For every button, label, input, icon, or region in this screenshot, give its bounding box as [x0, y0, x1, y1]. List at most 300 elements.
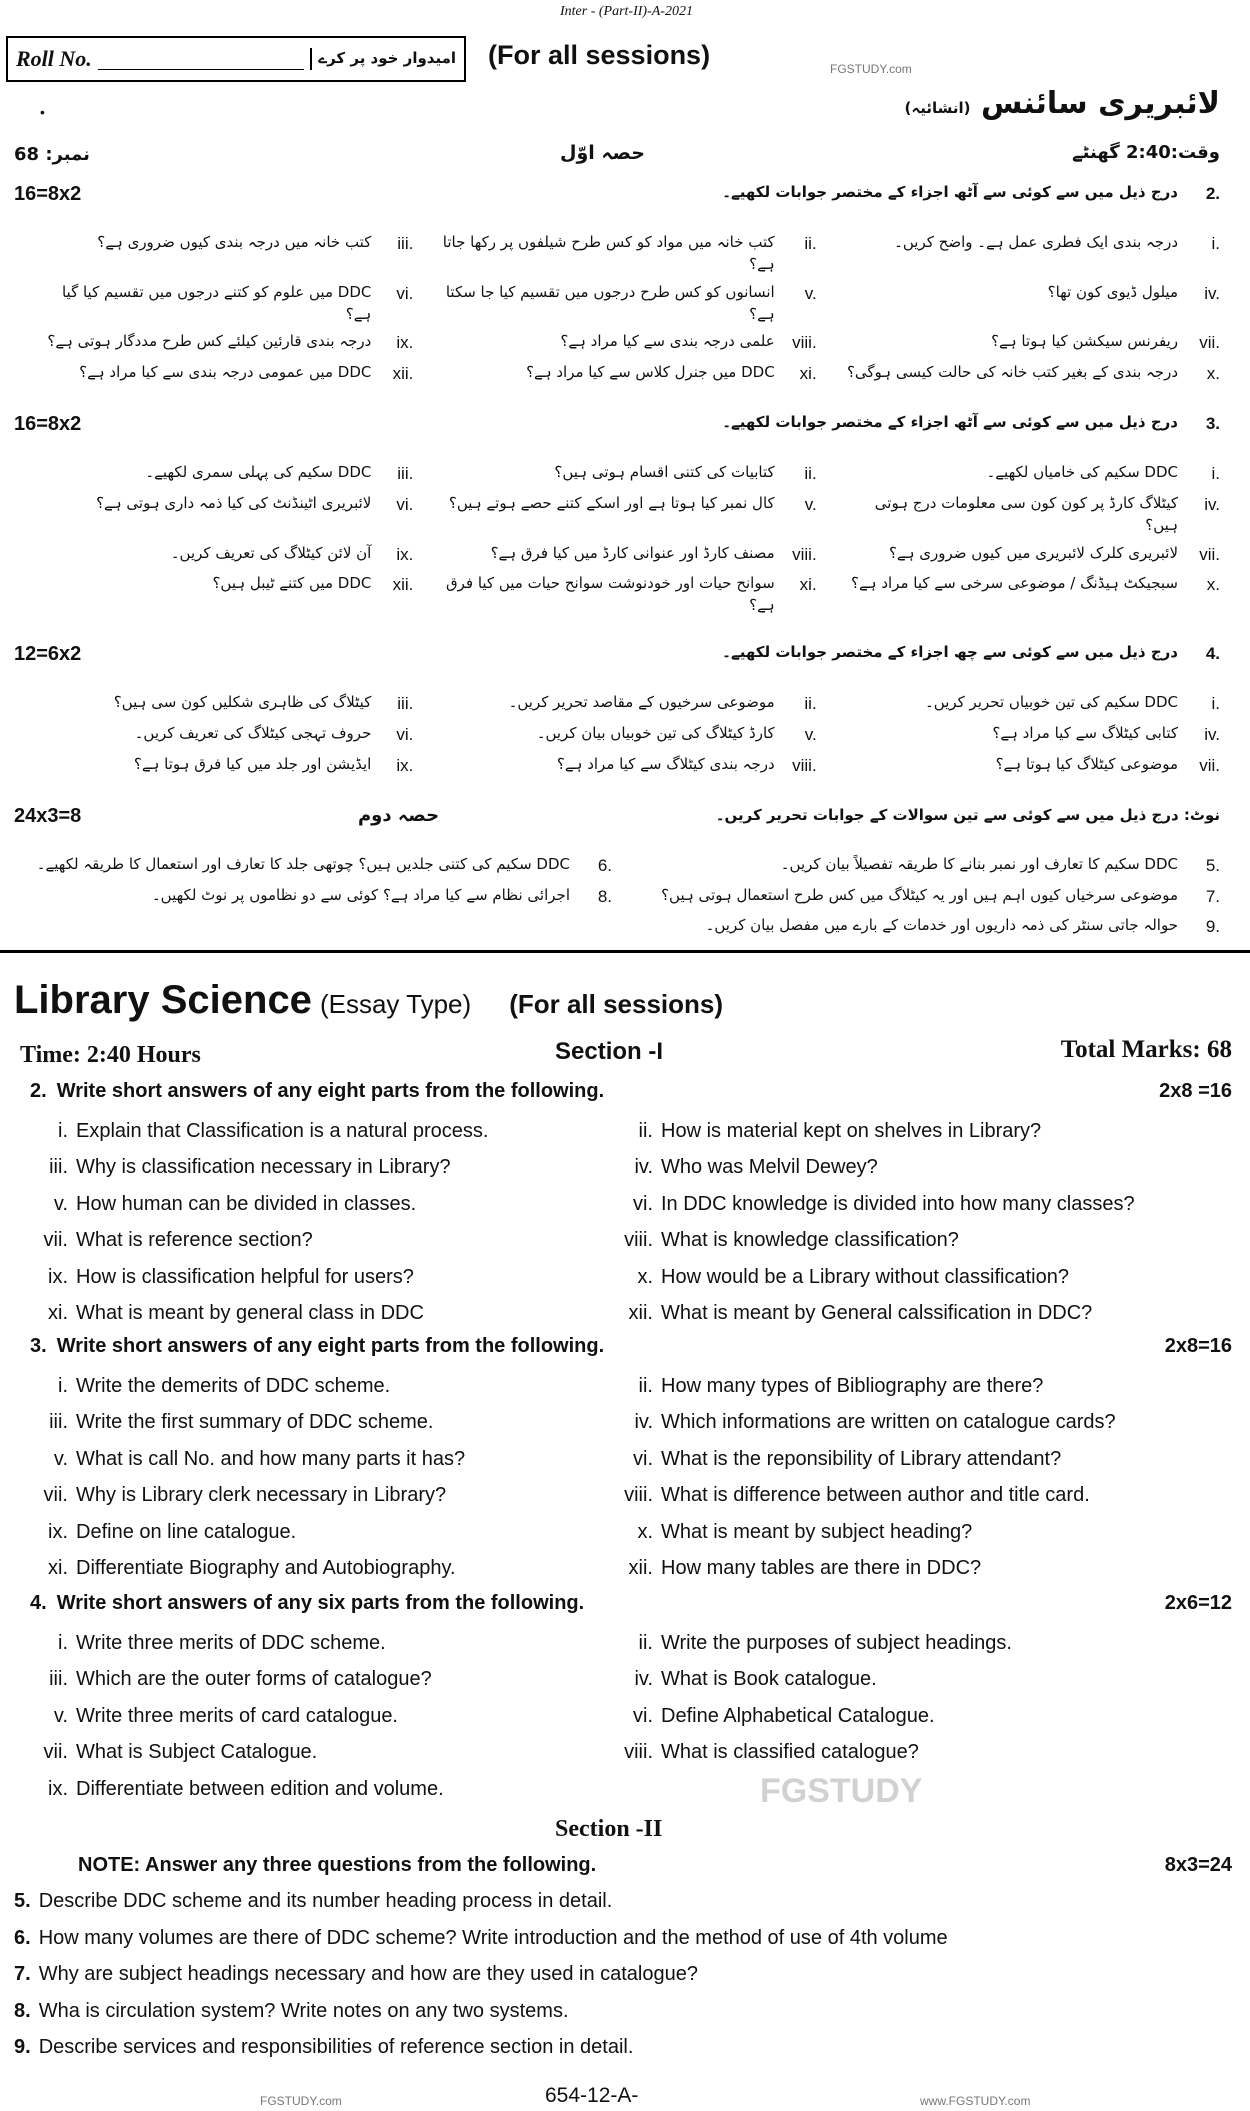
item-number: v.: [804, 283, 817, 303]
item-text: کیٹلاگ کارڈ پر کون کون سی معلومات درج ہوتی ہیں؟: [874, 494, 1178, 534]
item-number: ix.: [396, 755, 414, 775]
divider: [0, 950, 1250, 953]
list-item: [34, 754, 413, 779]
urdu-time: وقت:2:40 گھنٹے: [1072, 142, 1220, 163]
question-row: [30, 1626, 1230, 1660]
list-item: [615, 1668, 877, 1691]
item-text: DDC سکیم کی کتنی جلدیں ہیں؟ چوتھی جلد کا تعارف اور استعمال کا طریقہ لکھیے۔: [36, 855, 570, 873]
item-text: Why is classification necessary in Library?: [76, 1156, 451, 1178]
list-item: [615, 1705, 935, 1728]
item-text: Differentiate Biography and Autobiography.: [76, 1557, 456, 1579]
item-text: DDC سکیم کی پہلی سمری لکھیے۔: [145, 463, 372, 482]
list-item: [437, 754, 816, 779]
item-number: vii.: [1199, 333, 1220, 353]
question-marks: 2x8 =16: [1159, 1080, 1232, 1102]
item-text: Why are subject headings necessary and how are they used in catalogue?: [38, 1963, 698, 1985]
list-item: [30, 1375, 615, 1398]
item-number: xii.: [628, 1302, 653, 1324]
item-number: ii.: [804, 694, 817, 714]
watermark-text: www.FGSTUDY.com: [920, 2094, 1031, 2108]
item-number: ix.: [48, 1265, 68, 1288]
question-row: [30, 1187, 1230, 1221]
exam-code: Inter - (Part-II)-A-2021: [560, 4, 693, 19]
item-text: How many tables are there in DDC?: [661, 1557, 982, 1579]
list-item: [30, 1193, 615, 1216]
item-text: What is reference section?: [76, 1229, 313, 1251]
english-section1: Section -I: [555, 1038, 664, 1065]
question-row: [30, 1699, 1230, 1733]
item-text: What is classified catalogue?: [661, 1741, 919, 1763]
item-text: حوالہ جاتی سنٹر کی ذمہ داریوں اور خدمات کے بارے میں مفصل بیان کریں۔: [705, 916, 1178, 935]
item-number: 8.: [597, 886, 612, 906]
question-row: [30, 1552, 1230, 1586]
item-text: میلول ڈیوی کون تھا؟: [1047, 282, 1178, 301]
list-item: [841, 232, 1220, 276]
list-item: [841, 462, 1220, 487]
list-item: [30, 1778, 615, 1801]
item-number: 5.: [14, 1890, 31, 1912]
urdu-note: نوٹ: درج ذیل میں سے کوئی سے تین سوالات کے جوابات تحریر کریں۔: [715, 806, 1220, 825]
question-row: [30, 1442, 1230, 1476]
question-heading: [722, 182, 1220, 207]
item-text: DDC سکیم کا تعارف اور نمبر بنانے کا طریقہ تفصیلاً بیان کریں۔: [780, 855, 1178, 873]
list-item: [437, 573, 816, 617]
list-item: [615, 1156, 878, 1179]
long-marks: 24x3=8: [14, 804, 82, 827]
item-number: v.: [53, 1447, 68, 1470]
list-item: [34, 543, 413, 568]
question-number: 2.: [1205, 184, 1220, 204]
item-text: What is meant by subject heading?: [661, 1520, 973, 1543]
question-row: [30, 1297, 1230, 1331]
long-question: [14, 2000, 569, 2023]
list-item: [841, 362, 1220, 387]
item-number: xi.: [48, 1302, 68, 1324]
item-number: 7.: [14, 1963, 31, 1985]
watermark-text: FGSTUDY.com: [830, 62, 912, 76]
item-text: درجہ بندی کیٹلاگ سے کیا مراد ہے؟: [556, 754, 775, 773]
item-number: vii.: [43, 1229, 68, 1251]
item-text: Write three merits of DDC scheme.: [76, 1631, 386, 1654]
item-text: درجہ بندی ایک فطری عمل ہے۔ واضح کریں۔: [894, 233, 1178, 252]
item-text: Describe DDC scheme and its number heading process in detail.: [38, 1890, 613, 1912]
question-number: 3.: [1205, 414, 1220, 434]
item-text: کیٹلاگ کی ظاہری شکلیں کون سی ہیں؟: [113, 693, 372, 712]
roll-urdu: امیدوار خود پر کرے: [310, 48, 456, 70]
urdu-section2: حصہ دوم: [357, 805, 440, 827]
item-text: کتب خانہ میں مواد کو کس طرح شیلفوں پر رکھا جاتا ہے؟: [442, 233, 775, 274]
list-item: [615, 1302, 1092, 1325]
list-item: [615, 1632, 1012, 1655]
item-number: iv.: [1204, 495, 1220, 514]
english-type: (Essay Type): [319, 989, 472, 1019]
item-number: x.: [1206, 364, 1220, 383]
question-row: [30, 1369, 1230, 1403]
item-text: سوانح حیات اور خودنوشت سوانح حیات میں کیا فرق ہے؟: [445, 574, 775, 614]
urdu-questions: [14, 180, 1220, 940]
list-item: [615, 1521, 972, 1544]
item-number: vii.: [1199, 755, 1220, 775]
item-text: What is call No. and how many parts it has?: [76, 1447, 466, 1470]
list-item: [34, 493, 413, 537]
english-q3-heading: [30, 1335, 604, 1358]
item-text: علمی درجہ بندی سے کیا مراد ہے؟: [560, 332, 775, 351]
question-heading: [722, 642, 1220, 667]
question-row: [30, 1772, 1230, 1806]
list-item: [437, 232, 816, 276]
item-text: What is meant by general class in DDC: [76, 1302, 424, 1324]
question-text: درج ذیل میں سے کوئی سے آٹھ اجزاء کے مختصر جوابات لکھیے۔: [722, 413, 1178, 432]
list-item: [34, 362, 413, 387]
item-text: How human can be divided in classes.: [76, 1192, 417, 1215]
list-item: [841, 723, 1220, 748]
question-row: [30, 1224, 1230, 1258]
list-item: [34, 692, 413, 717]
item-text: Define Alphabetical Catalogue.: [661, 1704, 935, 1727]
item-text: مصنف کارڈ اور عنوانی کارڈ میں کیا فرق ہے؟: [490, 543, 775, 562]
item-number: 6.: [14, 1926, 31, 1949]
english-total: Total Marks: 68: [1060, 1036, 1232, 1063]
list-item: [30, 1156, 615, 1179]
item-text: موضوعی کیٹلاگ کیا ہوتا ہے؟: [995, 754, 1178, 773]
item-number: iv.: [634, 1411, 653, 1433]
item-text: What is Book catalogue.: [661, 1668, 877, 1690]
item-number: vi.: [633, 1447, 653, 1470]
item-text: DDC میں علوم کو کتنے درجوں میں تقسیم کیا گیا ہے؟: [61, 282, 372, 323]
item-text: ریفرنس سیکشن کیا ہوتا ہے؟: [991, 332, 1178, 351]
item-text: Which informations are written on catalogue cards?: [661, 1411, 1116, 1433]
item-number: v.: [804, 725, 817, 744]
roll-box: [6, 36, 466, 82]
item-number: iv.: [1204, 283, 1220, 303]
item-number: v.: [53, 1704, 68, 1727]
item-number: ii.: [638, 1631, 653, 1654]
list-item: [642, 885, 1220, 910]
item-text: درجہ بندی کے بغیر کتب خانہ کی حالت کیسی ہوگی؟: [846, 363, 1178, 381]
question-row: [30, 1515, 1230, 1549]
item-text: What is difference between author and title card.: [661, 1484, 1090, 1506]
item-number: xi.: [799, 575, 817, 595]
list-item: [30, 1302, 615, 1325]
list-item: [642, 915, 1220, 940]
item-number: xi.: [799, 364, 817, 383]
item-text: Differentiate between edition and volume.: [76, 1777, 444, 1800]
list-item: [30, 1229, 615, 1252]
item-text: کارڈ کیٹلاگ کی تین خوبیاں بیان کریں۔: [536, 724, 775, 742]
question-row: [30, 1114, 1230, 1148]
item-number: v.: [53, 1192, 68, 1215]
item-number: i.: [1211, 694, 1220, 714]
item-text: Wha is circulation system? Write notes on any two systems.: [38, 1999, 569, 2022]
list-item: [437, 331, 816, 356]
urdu-q3-heading: [14, 410, 1220, 439]
item-number: vi.: [396, 283, 414, 303]
list-item: [437, 493, 816, 537]
list-item: [615, 1229, 959, 1252]
english-sessions: (For all sessions): [509, 989, 724, 1019]
item-number: ii.: [804, 234, 817, 254]
list-item: [841, 282, 1220, 326]
question-text: درج ذیل میں سے کوئی سے چھ اجزاء کے مختصر جوابات لکھیے۔: [722, 643, 1178, 662]
question-marks: 16=8x2: [14, 183, 82, 205]
dot: •: [40, 104, 45, 120]
item-number: viii.: [792, 755, 817, 775]
item-text: Describe services and responsibilities of reference section in detail.: [38, 2036, 634, 2058]
list-item: [615, 1741, 919, 1764]
list-item: [437, 362, 816, 387]
item-number: 9.: [1205, 917, 1220, 937]
item-number: ii.: [638, 1119, 653, 1142]
list-item: [34, 282, 413, 326]
item-text: DDC میں جنرل کلاس سے کیا مراد ہے؟: [526, 363, 775, 381]
watermark: FGSTUDY: [760, 1772, 923, 1810]
question-heading: [722, 412, 1220, 437]
item-text: What is meant by General calssification in DDC?: [661, 1302, 1093, 1324]
list-item: [615, 1375, 1043, 1398]
list-item: [30, 1266, 615, 1289]
item-text: DDC سکیم کی خامیاں لکھیے۔: [986, 463, 1178, 482]
question-items: [14, 462, 1220, 616]
long-question: [14, 2036, 633, 2059]
item-text: In DDC knowledge is divided into how many classes?: [661, 1192, 1135, 1215]
question-number: 4.: [30, 1592, 47, 1614]
item-text: Why is Library clerk necessary in Library?: [76, 1484, 447, 1506]
list-item: [34, 723, 413, 748]
item-text: How would be a Library without classification?: [661, 1265, 1069, 1288]
item-number: 9.: [14, 2036, 31, 2058]
item-text: How many types of Bibliography are there?: [661, 1374, 1044, 1397]
list-item: [615, 1557, 981, 1580]
list-item: [30, 1521, 615, 1544]
list-item: [34, 331, 413, 356]
item-text: درجہ بندی قارئین کیلئے کس طرح مددگار ہوتی ہے؟: [47, 332, 372, 351]
item-text: Write three merits of card catalogue.: [76, 1704, 398, 1727]
list-item: [841, 573, 1220, 617]
item-text: Who was Melvil Dewey?: [661, 1156, 878, 1178]
item-text: Which are the outer forms of catalogue?: [76, 1668, 432, 1690]
item-text: Write the first summary of DDC scheme.: [76, 1411, 434, 1433]
item-number: viii.: [624, 1741, 653, 1763]
question-marks: 12=6x2: [14, 643, 82, 665]
item-number: i.: [58, 1119, 68, 1142]
item-number: vii.: [43, 1741, 68, 1763]
long-question: [14, 1890, 612, 1913]
question-marks: 2x8=16: [1164, 1335, 1232, 1357]
item-number: viii.: [792, 544, 817, 564]
list-item: [437, 462, 816, 487]
list-item: [841, 543, 1220, 568]
item-number: iv.: [1204, 725, 1220, 744]
item-number: 7.: [1205, 886, 1220, 906]
question-number: 4.: [1205, 644, 1220, 664]
list-item: [30, 1632, 615, 1655]
item-number: i.: [1211, 464, 1220, 484]
item-number: vii.: [1199, 544, 1220, 564]
urdu-title: [905, 84, 1220, 123]
item-number: vii.: [43, 1484, 68, 1506]
list-item: [841, 754, 1220, 779]
item-text: لائبریری اٹینڈنٹ کی کیا ذمہ داری ہوتی ہے؟: [96, 494, 372, 512]
item-text: What is knowledge classification?: [661, 1229, 959, 1251]
question-row: [30, 1736, 1230, 1770]
item-number: viii.: [792, 333, 817, 353]
list-item: [642, 854, 1220, 879]
item-text: How is material kept on shelves in Library?: [661, 1119, 1042, 1142]
item-number: ix.: [48, 1520, 68, 1543]
footer-code: 654-12-A-: [545, 2084, 639, 2107]
urdu-total: نمبر: 68: [14, 144, 90, 165]
item-number: iii.: [397, 464, 414, 484]
list-item: [615, 1411, 1116, 1434]
item-number: 6.: [597, 856, 612, 875]
english-q4-heading: [30, 1592, 584, 1615]
list-item: [437, 543, 816, 568]
item-number: ix.: [48, 1777, 68, 1800]
list-item: [615, 1266, 1069, 1289]
item-text: آن لائن کیٹلاگ کی تعریف کریں۔: [170, 543, 372, 562]
item-number: iii.: [397, 694, 414, 714]
item-number: xii.: [392, 575, 414, 595]
long-question: [14, 1927, 948, 1950]
item-text: کتابیات کی کتنی اقسام ہوتی ہیں؟: [554, 463, 775, 482]
list-item: [615, 1448, 1061, 1471]
list-item: [30, 1448, 615, 1471]
urdu-note-row: [14, 802, 1220, 831]
item-number: iv.: [634, 1156, 653, 1178]
item-number: iii.: [49, 1411, 68, 1433]
item-number: vi.: [633, 1192, 653, 1215]
question-text: Write short answers of any eight parts from the following.: [56, 1335, 605, 1357]
english-note: NOTE: Answer any three questions from the following.: [78, 1854, 597, 1876]
item-number: xi.: [48, 1557, 68, 1579]
list-item: [34, 232, 413, 276]
question-text: Write short answers of any six parts from the following.: [56, 1592, 585, 1614]
item-number: v.: [804, 495, 817, 514]
list-item: [30, 1120, 615, 1143]
question-row: [30, 1663, 1230, 1697]
item-text: حروف تہجی کیٹلاگ کی تعریف کریں۔: [134, 724, 372, 742]
question-items: [14, 692, 1220, 778]
list-item: [30, 1411, 615, 1434]
long-questions: [14, 854, 1220, 940]
list-item: [34, 854, 612, 879]
item-number: i.: [1211, 234, 1220, 254]
list-item: [437, 692, 816, 717]
question-text: درج ذیل میں سے کوئی سے آٹھ اجزاء کے مختصر جوابات لکھیے۔: [722, 183, 1178, 202]
item-number: 5.: [1205, 856, 1220, 875]
roll-label: Roll No.: [16, 46, 92, 71]
item-text: ایڈیشن اور جلد میں کیا فرق ہوتا ہے؟: [133, 754, 372, 773]
item-text: کتب خانہ میں درجہ بندی کیوں ضروری ہے؟: [97, 233, 372, 252]
item-text: Write the demerits of DDC scheme.: [76, 1374, 391, 1397]
list-item: [30, 1741, 615, 1764]
item-number: xii.: [628, 1557, 653, 1579]
english-title-row: [14, 978, 723, 1023]
item-text: سبجیکٹ ہیڈنگ / موضوعی سرخی سے کیا مراد ہے؟: [851, 574, 1178, 593]
urdu-title-text: لائبریری سائنس: [980, 86, 1220, 121]
question-row: [30, 1260, 1230, 1294]
item-number: ii.: [804, 464, 817, 484]
list-item: [841, 493, 1220, 537]
long-question: [14, 1963, 698, 1986]
list-item: [30, 1557, 615, 1580]
item-number: x.: [637, 1265, 653, 1288]
item-number: iii.: [49, 1156, 68, 1178]
item-text: موضوعی سرخیاں کیوں اہم ہیں اور یہ کیٹلاگ میں کس طرح استعمال ہوتی ہیں؟: [661, 885, 1178, 904]
item-text: انسانوں کو کس طرح درجوں میں تقسیم کیا جا سکتا ہے؟: [445, 282, 775, 323]
item-text: لائبریری کلرک لائبریری میں کیوں ضروری ہے؟: [888, 543, 1178, 562]
item-text: How is classification helpful for users?: [76, 1265, 414, 1288]
urdu-q4-heading: [14, 640, 1220, 669]
question-marks: 16=8x2: [14, 413, 82, 435]
english-time: Time: 2:40 Hours: [20, 1042, 201, 1068]
item-number: i.: [58, 1374, 68, 1397]
item-text: Define on line catalogue.: [76, 1520, 297, 1543]
list-item: [437, 723, 816, 748]
item-number: iii.: [49, 1668, 68, 1690]
item-text: DDC سکیم کی تین خوبیاں تحریر کریں۔: [924, 693, 1178, 712]
sessions-top: (For all sessions): [488, 40, 711, 70]
list-item: [30, 1668, 615, 1691]
item-number: xii.: [392, 364, 414, 383]
item-text: DDC میں عمومی درجہ بندی سے کیا مراد ہے؟: [79, 363, 372, 381]
question-number: 2.: [30, 1080, 47, 1102]
watermark-text: FGSTUDY.com: [260, 2094, 342, 2108]
urdu-section1: حصہ اوّل: [560, 142, 645, 164]
question-row: [30, 1479, 1230, 1513]
item-text: DDC میں کتنے ٹیبل ہیں؟: [212, 574, 372, 593]
item-text: کتابی کیٹلاگ سے کیا مراد ہے؟: [992, 724, 1178, 742]
item-number: viii.: [624, 1229, 653, 1251]
question-marks: 2x6=12: [1164, 1592, 1232, 1614]
list-item: [34, 462, 413, 487]
list-item: [34, 885, 612, 910]
item-number: x.: [1206, 575, 1220, 595]
list-item: [30, 1484, 615, 1507]
question-row: [30, 1406, 1230, 1440]
english-q2-heading: [30, 1080, 604, 1103]
item-number: i.: [58, 1631, 68, 1654]
long-marks: 8x3=24: [1164, 1854, 1232, 1876]
item-text: What is the reponsibility of Library attendant?: [661, 1447, 1062, 1470]
item-text: Explain that Classification is a natural process.: [76, 1119, 489, 1142]
item-number: vi.: [396, 495, 414, 514]
roll-input[interactable]: [98, 48, 305, 70]
question-text: Write short answers of any eight parts from the following.: [56, 1080, 605, 1102]
list-item: [615, 1193, 1135, 1216]
question-number: 3.: [30, 1335, 47, 1357]
item-text: اجرائی نظام سے کیا مراد ہے؟ کوئی سے دو نظاموں پر نوٹ لکھیں۔: [151, 885, 570, 904]
list-item: [437, 282, 816, 326]
item-number: ix.: [396, 333, 414, 353]
english-title: Library Science: [14, 978, 312, 1022]
list-item: [615, 1120, 1041, 1143]
item-number: iv.: [634, 1668, 653, 1690]
item-number: vi.: [633, 1704, 653, 1727]
list-item: [615, 1484, 1090, 1507]
item-number: iii.: [397, 234, 414, 254]
urdu-subtitle: (انشائیہ): [904, 99, 971, 117]
item-text: How many volumes are there of DDC scheme? Write introduction and the method of use of 4th volume: [38, 1926, 948, 1949]
list-item: [30, 1705, 615, 1728]
item-text: کال نمبر کیا ہوتا ہے اور اسکے کتنے حصے ہوتے ہیں؟: [448, 494, 775, 512]
item-text: Write the purposes of subject headings.: [661, 1631, 1012, 1654]
list-item: [841, 331, 1220, 356]
urdu-q2-heading: [14, 180, 1220, 209]
item-number: ix.: [396, 544, 414, 564]
item-text: موضوعی سرخیوں کے مقاصد تحریر کریں۔: [508, 693, 775, 712]
item-number: viii.: [624, 1484, 653, 1506]
